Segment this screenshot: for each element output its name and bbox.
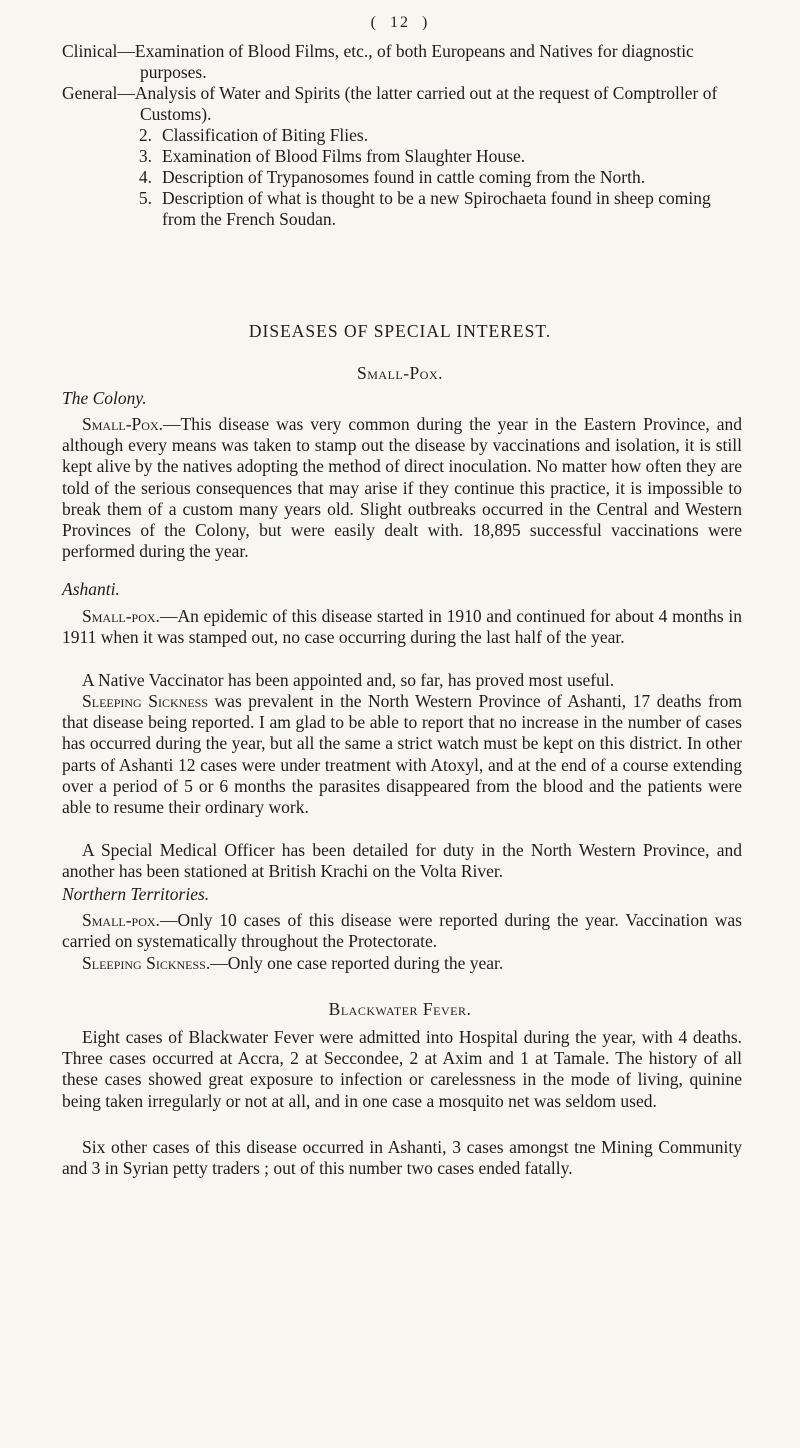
colony-paragraph	[62, 414, 742, 562]
list-item-number: 2.	[138, 125, 152, 145]
list-item	[62, 167, 742, 188]
northern-p1-lead: Small-pox.	[82, 910, 160, 930]
lab-work-list	[62, 41, 742, 230]
blackwater-paragraph-1: Eight cases of Blackwater Fever were admitted into Hospital during the year, with 4 deaths. Three cases occurred at Accra, 2 at Seccondee, 2 at Axim and 1 at Tamale. The history of all these cases showed great exposure to infection or carelessness in the mode of living, quinine being taken irregularly or not at all, and in one case a mosquito net was seldom used.	[62, 1027, 742, 1111]
list-item	[62, 188, 742, 230]
subheading-northern-territories: Northern Territories.	[62, 884, 210, 904]
page-number: ( 12 )	[370, 14, 430, 31]
general-text: —Analysis of Water and Spirits (the latter carried out at the request of Comptroller of Customs).	[117, 83, 718, 124]
northern-p1-text: —Only 10 cases of this disease were reported during the year. Vaccination was carried on systematically throughout the Protectorate.	[62, 910, 742, 952]
ashanti-paragraph-2: A Native Vaccinator has been appointed and, so far, has proved most useful.	[82, 670, 615, 690]
page-number-value: 12	[390, 14, 410, 31]
ashanti-p3-text: was prevalent in the North Western Province of Ashanti, 17 deaths from that disease being reported. I am glad to be able to report that no increase in the number of cases has occurred during the year, but all the same a strict watch must be kept on this district. In other parts of Ashanti 12 cases were under treatment with Atoxyl, and at the end of a course extending over a period of 5 or 6 months the parasites disappeared from the blood and the patients were able to resume their ordinary work.	[62, 691, 743, 818]
ashanti-p3-lead: Sleeping Sickness	[82, 691, 209, 711]
northern-paragraph-1	[62, 910, 742, 952]
general-label: General	[62, 83, 118, 103]
subheading-colony: The Colony.	[62, 388, 147, 408]
clinical-text: —Examination of Blood Films, etc., of both Europeans and Natives for diagnostic purposes.	[117, 41, 694, 82]
ashanti-paragraph-4: A Special Medical Officer has been detailed for duty in the North Western Province, and another has been stationed at British Krachi on the Volta River.	[62, 840, 742, 882]
list-item-text: Examination of Blood Films from Slaughter House.	[162, 146, 526, 166]
ashanti-paragraph-1	[62, 606, 742, 648]
clinical-entry	[62, 41, 742, 83]
subheading-ashanti: Ashanti.	[62, 579, 120, 599]
colony-text: —This disease was very common during the year in the Eastern Province, and although every means was taken to stamp out the disease by vaccinations and isolation, it is still kept alive by the natives adopting the method of direct inoculation. No matter how often they are told of the serious consequences that may arise if they continue this practice, it is impossible to break them of a custom many years old. Slight outbreaks occurred in the Central and Western Provinces of the Colony, but were easily dealt with. 18,895 successful vaccinations were performed during the year.	[62, 414, 742, 562]
section-heading-diseases: DISEASES OF SPECIAL INTEREST.	[248, 321, 552, 341]
list-item	[62, 146, 742, 167]
ashanti-p1-text: —An epidemic of this disease started in 1910 and continued for about 4 months in 1911 when it was stamped out, no case occurring during the last half of the year.	[62, 606, 742, 648]
northern-paragraph-2	[62, 953, 742, 974]
list-item-text: Description of what is thought to be a new Spirochaeta found in sheep coming from the French Soudan.	[162, 188, 711, 229]
list-item-number: 3.	[138, 146, 152, 166]
list-item-text: Description of Trypanosomes found in cattle coming from the North.	[162, 167, 646, 187]
northern-p2-text: —Only one case reported during the year.	[210, 953, 504, 973]
northern-p2-lead: Sleeping Sickness.	[82, 953, 211, 973]
heading-blackwater-fever: Blackwater Fever.	[328, 999, 472, 1019]
general-entry	[62, 83, 742, 125]
list-item-text: Classification of Biting Flies.	[162, 125, 369, 145]
ashanti-p1-lead: Small-pox.	[82, 606, 160, 626]
list-item-number: 5.	[138, 188, 152, 208]
heading-small-pox: Small-Pox.	[357, 363, 443, 383]
list-item	[62, 125, 742, 146]
blackwater-paragraph-2: Six other cases of this disease occurred in Ashanti, 3 cases amongst tne Mining Community and 3 in Syrian petty traders ; out of this number two cases ended fatally.	[62, 1137, 742, 1179]
colony-lead: Small-Pox.	[82, 414, 163, 434]
ashanti-paragraph-3	[62, 691, 742, 818]
list-item-number: 4.	[138, 167, 152, 187]
clinical-label: Clinical	[62, 41, 118, 61]
